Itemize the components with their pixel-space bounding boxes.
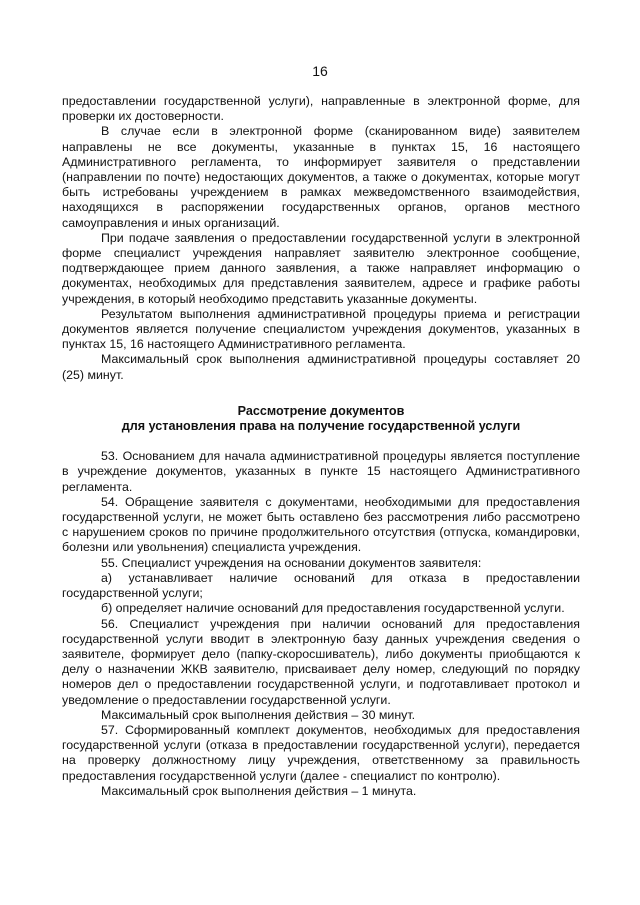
paragraph: В случае если в электронной форме (сканированном виде) заявителем направлены не все документы, указанные в пунктах 15, 16 настоящего Административного регламента, то информирует заявителя о представлении (направлении по почте) недостающих документов, а также о документах, которые могут быть истребованы учреждением в рамках межведомственного взаимодействия, находящихся в распоряжении государственных органов, органов местного самоуправления и иных организаций. [62, 124, 580, 230]
paragraph: предоставлении государственной услуги), направленные в электронной форме, для проверки их достоверности. [62, 94, 580, 124]
paragraph: 55. Специалист учреждения на основании документов заявителя: [101, 555, 482, 570]
paragraph: 53. Основанием для начала административной процедуры является поступление в учреждение документов, указанных в пункте 15 настоящего Административного регламента. [62, 449, 580, 494]
paragraph: 57. Сформированный комплект документов, необходимых для предоставления государственной услуги (отказа в предоставлении государственной услуги), передается на проверку должностному лицу учреждения, ответственному за правильность предоставления государственной услуги (далее - специалист по контролю). [62, 722, 580, 783]
page-number: 16 [312, 63, 328, 79]
paragraph: Максимальный срок выполнения действия – 30 минут. [101, 707, 416, 722]
paragraph: При подаче заявления о предоставлении государственной услуги в электронной форме специалист учреждения направляет заявителю электронное сообщение, подтверждающее прием данного заявления, а также направляет информацию о документах, необходимых для представления заявителем, адресе и графике работы учреждения, в который необходимо представить указанные документы. [62, 230, 580, 306]
section-heading-line1: Рассмотрение документов [237, 403, 405, 418]
paragraph: Максимальный срок выполнения действия – 1 минута. [101, 783, 417, 798]
document-body [62, 94, 580, 799]
paragraph: Результатом выполнения административной процедуры приема и регистрации документов является получение специалистом учреждения документов, указанных в пунктах 15, 16 настоящего Административного регламента. [62, 306, 580, 352]
section-heading-line2: для установления права на получение государственной услуги [121, 419, 521, 434]
paragraph: Максимальный срок выполнения административной процедуры составляет 20 (25) минут. [62, 352, 580, 382]
list-item: б) определяет наличие оснований для предоставления государственной услуги. [101, 601, 565, 616]
list-item: а) устанавливает наличие оснований для отказа в предоставлении государственной услуги; [62, 570, 580, 601]
paragraph: 54. Обращение заявителя с документами, необходимыми для предоставления государственной услуги, не может быть оставлено без рассмотрения либо рассмотрено с нарушением сроков по причине продолжительного отсутствия (отпуска, командировки, болезни или увольнения) специалиста учреждения. [62, 494, 580, 555]
paragraph: 56. Специалист учреждения при наличии оснований для предоставления государственной услуги вводит в электронную базу данных учреждения сведения о заявителе, формирует дело (папку-скоросшиватель), либо документы приобщаются к делу о назначении ЖКВ заявителю, присваивает делу номер, следующий по порядку номеров дел о предоставлении государственной услуги, и подготавливает протокол и уведомление о предоставлении государственной услуги. [62, 616, 580, 707]
